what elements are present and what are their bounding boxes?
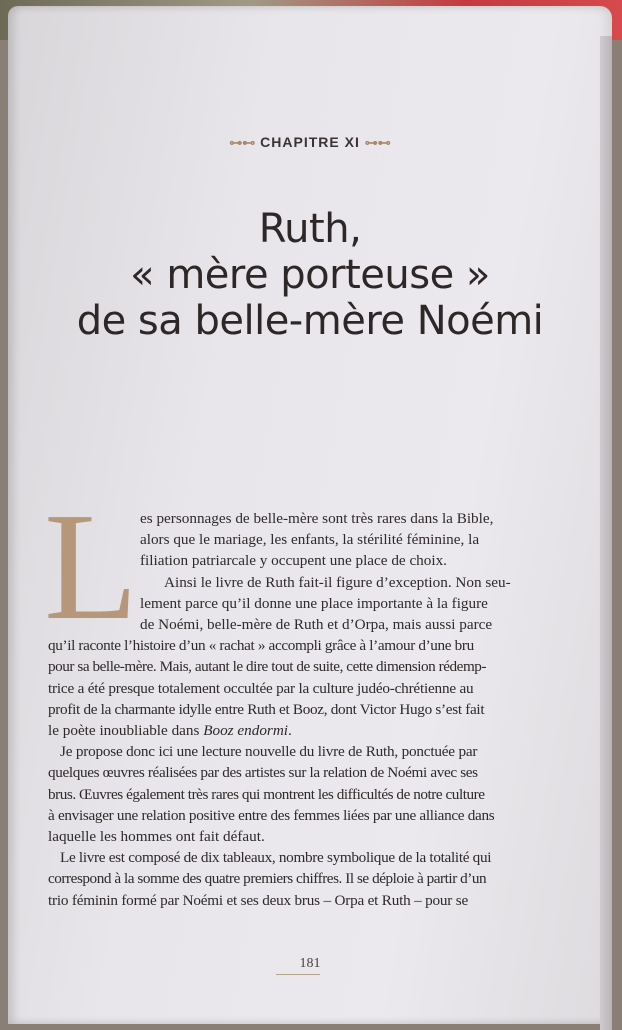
chapter-title: [8, 206, 612, 344]
text-line: pour sa belle-mère. Mais, autant le dire tout de suite, cette dimension rédemp-: [48, 658, 487, 676]
text-line: qu’il raconte l’histoire d’un « rachat » accompli grâce à l’amour d’une bru: [48, 637, 474, 655]
text-line: Ainsi le livre de Ruth fait-il figure d’exception. Non seu-: [164, 573, 511, 591]
chapter-label: CHAPITRE XI: [260, 134, 360, 150]
text-line: [48, 720, 548, 741]
text-span: le poète inoubliable dans: [48, 722, 200, 740]
text-line: quelques œuvres réalisées par des artistes sur la relation de Noémi avec ses: [48, 764, 478, 782]
text-line: es personnages de belle-mère sont très rares dans la Bible,: [140, 510, 494, 527]
text-line: alors que le mariage, les enfants, la stérilité féminine, la: [140, 531, 480, 549]
text-line: trice a été presque totalement occultée par la culture judéo-chrétienne au: [48, 679, 474, 697]
drop-cap: L: [44, 482, 139, 652]
body-text: [48, 508, 548, 911]
text-line: correspond à la somme des quatre premiers chiffres. Il se déploie à partir d’un: [48, 870, 487, 888]
text-span: .: [288, 722, 292, 740]
italic-title: Booz endormi: [203, 722, 289, 740]
title-line-3: de sa belle-mère Noémi: [76, 298, 544, 344]
page-edge: [600, 36, 612, 1030]
text-line: filiation patriarcale y occupent une place de choix.: [140, 552, 447, 570]
text-line: trio féminin formé par Noémi et ses deux brus – Orpa et Ruth – pour se: [48, 891, 469, 909]
ornament-left-icon: ⊶⊷: [229, 135, 256, 150]
ornament-right-icon: ⊶⊷: [364, 135, 391, 150]
text-line: Le livre est composé de dix tableaux, nombre symbolique de la totalité qui: [60, 849, 492, 867]
title-line-2: « mère porteuse »: [130, 252, 490, 298]
text-line: laquelle les hommes ont fait défaut.: [48, 828, 265, 846]
text-line: de Noémi, belle-mère de Ruth et d’Orpa, mais aussi parce: [140, 616, 493, 634]
text-line: brus. Œuvres également très rares qui montrent les difficultés de notre culture: [48, 785, 485, 803]
text-line: Je propose donc ici une lecture nouvelle du livre de Ruth, ponctuée par: [60, 743, 478, 761]
title-line-1: Ruth,: [258, 206, 362, 252]
text-line: à envisager une relation positive entre des femmes liées par une alliance dans: [48, 806, 495, 824]
text-line: lement parce qu’il donne une place importante à la figure: [140, 594, 488, 612]
book-page: [8, 6, 612, 1024]
chapter-heading: [8, 134, 612, 151]
text-line: profit de la charmante idylle entre Ruth et Booz, dont Victor Hugo s’est fait: [48, 700, 485, 718]
page-number: 181: [299, 956, 321, 971]
page-number-ornament: [276, 974, 320, 977]
